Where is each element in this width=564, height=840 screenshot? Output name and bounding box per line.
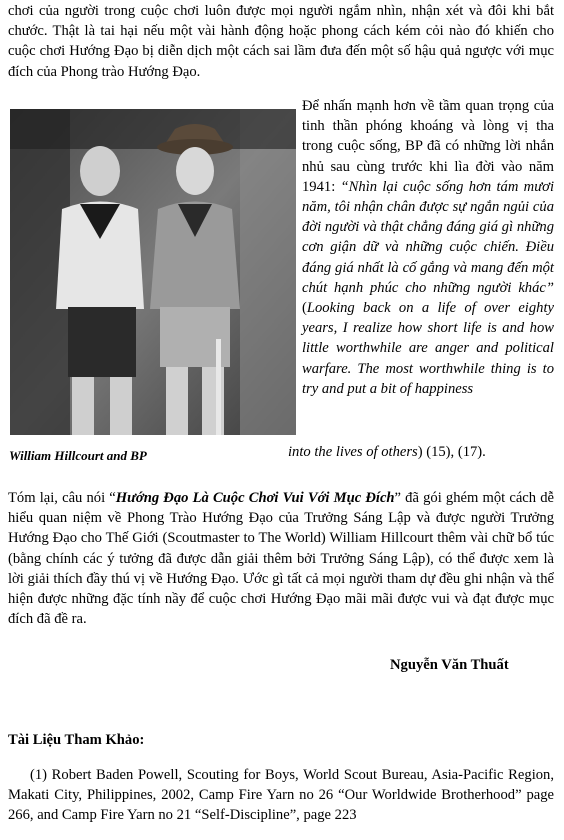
bp-quote-paragraph <box>302 96 554 399</box>
quote-lead: Để nhấn mạnh hơn về tầm quan trọng của tinh thần phóng khoáng và lòng vị tha trong cuộc sống, BP đã có những lời nhắn nhủ sau cùng trước khi lìa đời vào năm 1941: <box>302 98 554 195</box>
author-signature: Nguyễn Văn Thuất <box>390 657 509 673</box>
summary-motto: Hướng Đạo Là Cuộc Chơi Vui Với Mục Đích <box>115 490 395 506</box>
photo-hillcourt-and-bp <box>10 109 296 435</box>
quote-ending <box>288 442 486 462</box>
references-title: Tài Liệu Tham Khảo: <box>8 732 145 748</box>
quote-english: Looking back on a life of over eighty years, I realize how short life is and how little worthwhile are anger and political warfare. The most worthwhile thing is to try and put a bit of happiness <box>302 300 554 397</box>
intro-paragraph: chơi của người trong cuộc chơi luôn được mọi người ngắm nhìn, nhận xét và đôi khi bắt chước. Thật là tai hại nếu một vài hành động hoặc phong cách kém cỏi nào đó khiến cho cuộc chơi Hướng Đạo bị diễn dịch một cách sai lầm đưa đến một số hậu quả ngược với mục đích của Phong trào Hướng Đạo. <box>8 3 554 80</box>
quote-vietnamese: “Nhìn lại cuộc sống hơn tám mươi năm, tôi nhận chân được sự ngắn ngủi của đời người và thật chẳng đáng giá gì những cơn giận dữ và những cuộc chiến. Điều đáng giá nhất là cố gắng và mang đến một chút hạnh phúc cho những người khác” <box>302 178 554 296</box>
photo-caption: William Hillcourt and BP <box>9 448 147 463</box>
summary-paragraph <box>8 488 554 629</box>
photo-illustration <box>10 109 296 435</box>
reference-item: (1) Robert Baden Powell, Scouting for Boys, World Scout Bureau, Asia-Pacific Region, Makati City, Philippines, 2002, Camp Fire Yarn no 26 “Our Worldwide Brotherhood” page 266, and Camp Fire Yarn no 21 “Self-Discipline”, page 223 <box>8 767 554 824</box>
quote-paren-open: ( <box>302 300 307 317</box>
summary-part1: Tóm lại, câu nói “ <box>8 490 116 506</box>
quote-citation: ) (15), (17). <box>417 444 486 460</box>
quote-english-end: into the lives of others <box>288 444 418 460</box>
summary-part2: ” đã gói ghém một cách dễ hiểu quan niệm về Phong Trào Hướng Đạo của Trưởng Sáng Lập và được người Trưởng Hướng Đạo cho Thế Giới (Scoutmaster to The World) William Hillcourt thêm vài chữ bổ túc (bằng chính các ý tưởng đã được dẫn giải thêm bởi Trưởng Sáng Lập), có thể được xem là lời giải thích đầy thú vị về Hướng Đạo. Ước gì tất cả mọi người tham dự đều ghi nhận và thể hiện được những đặc tính nầy để cuộc chơi Hướng Đạo mãi mãi được vui và đạt được mục đích đã đề ra. <box>8 490 554 628</box>
